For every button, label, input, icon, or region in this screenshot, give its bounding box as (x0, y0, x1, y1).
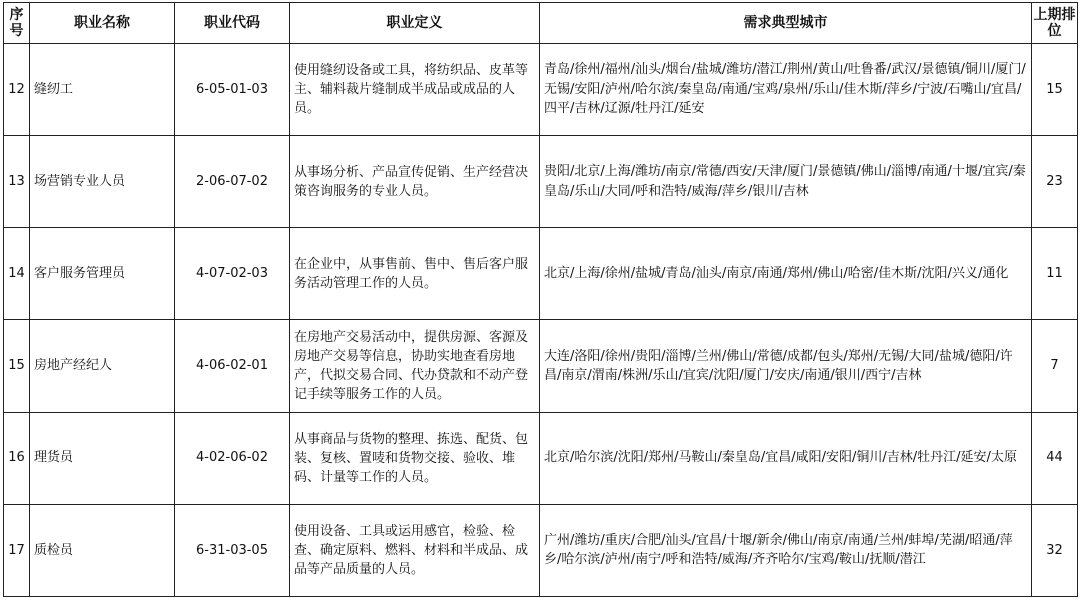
previous-rank: 15 (1032, 44, 1078, 136)
row-number: 15 (4, 320, 30, 412)
header-name: 职业名称 (30, 3, 175, 44)
row-number: 13 (4, 136, 30, 228)
occupation-code: 6-05-01-03 (175, 44, 290, 136)
header-definition: 职业定义 (290, 3, 540, 44)
occupation-definition: 使用设备、工具或运用感官，检验、检查、确定原料、燃料、材料和半成品、成品等产品质量的人员。 (290, 504, 540, 596)
occupation-code: 4-02-06-02 (175, 412, 290, 504)
occupation-definition: 从事商品与货物的整理、拣选、配货、包装、复核、置唛和货物交接、验收、堆码、计量等工作的人员。 (290, 412, 540, 504)
table-row (4, 136, 1078, 228)
header-no: 序号 (4, 3, 30, 44)
occupation-demand-table (3, 2, 1078, 597)
occupation-code: 4-06-02-01 (175, 320, 290, 412)
table-row (4, 320, 1078, 412)
occupation-definition: 从事场分析、产品宣传促销、生产经营决策咨询服务的专业人员。 (290, 136, 540, 228)
occupation-name: 房地产经纪人 (30, 320, 175, 412)
demand-cities: 青岛/徐州/福州/汕头/烟台/盐城/潍坊/潜江/荆州/黄山/吐鲁番/武汉/景德镇/铜川/厦门/无锡/安阳/泸州/哈尔滨/秦皇岛/南通/宝鸡/泉州/乐山/佳木斯/萍乡/宁波/石嘴山/宜昌/四平/吉林/辽源/牡丹江/延安 (540, 44, 1032, 136)
row-number: 12 (4, 44, 30, 136)
occupation-code: 4-07-02-03 (175, 228, 290, 320)
header-code: 职业代码 (175, 3, 290, 44)
header-rank: 上期排位 (1032, 3, 1078, 44)
occupation-name: 缝纫工 (30, 44, 175, 136)
previous-rank: 11 (1032, 228, 1078, 320)
row-number: 17 (4, 504, 30, 596)
occupation-code: 2-06-07-02 (175, 136, 290, 228)
table-row (4, 44, 1078, 136)
table-row (4, 504, 1078, 596)
previous-rank: 44 (1032, 412, 1078, 504)
occupation-name: 质检员 (30, 504, 175, 596)
occupation-definition: 在企业中，从事售前、售中、售后客户服务活动管理工作的人员。 (290, 228, 540, 320)
occupation-code: 6-31-03-05 (175, 504, 290, 596)
demand-cities: 北京/哈尔滨/沈阳/郑州/马鞍山/秦皇岛/宜昌/咸阳/安阳/铜川/吉林/牡丹江/延安/太原 (540, 412, 1032, 504)
occupation-name: 场营销专业人员 (30, 136, 175, 228)
previous-rank: 7 (1032, 320, 1078, 412)
occupation-definition: 在房地产交易活动中，提供房源、客源及房地产交易等信息，协助实地查看房地产，代拟交易合同、代办贷款和不动产登记手续等服务工作的人员。 (290, 320, 540, 412)
row-number: 14 (4, 228, 30, 320)
table-header-row (4, 3, 1078, 44)
previous-rank: 32 (1032, 504, 1078, 596)
demand-cities: 广州/潍坊/重庆/合肥/汕头/宜昌/十堰/新余/佛山/南京/南通/兰州/蚌埠/芜湖/昭通/萍乡/哈尔滨/泸州/南宁/呼和浩特/威海/齐齐哈尔/宝鸡/鞍山/抚顺/潜江 (540, 504, 1032, 596)
previous-rank: 23 (1032, 136, 1078, 228)
occupation-table-wrapper (3, 2, 1077, 597)
demand-cities: 贵阳/北京/上海/潍坊/南京/常德/西安/天津/厦门/景德镇/佛山/淄博/南通/十堰/宜宾/秦皇岛/乐山/大同/呼和浩特/威海/萍乡/银川/吉林 (540, 136, 1032, 228)
demand-cities: 北京/上海/徐州/盐城/青岛/汕头/南京/南通/郑州/佛山/哈密/佳木斯/沈阳/兴义/通化 (540, 228, 1032, 320)
table-row (4, 228, 1078, 320)
occupation-name: 客户服务管理员 (30, 228, 175, 320)
header-cities: 需求典型城市 (540, 3, 1032, 44)
occupation-definition: 使用缝纫设备或工具，将纺织品、皮革等主、辅料裁片缝制成半成品或成品的人员。 (290, 44, 540, 136)
demand-cities: 大连/洛阳/徐州/贵阳/淄博/兰州/佛山/常德/成都/包头/郑州/无锡/大同/盐城/德阳/许昌/南京/渭南/株洲/乐山/宜宾/沈阳/厦门/安庆/南通/银川/西宁/吉林 (540, 320, 1032, 412)
table-row (4, 412, 1078, 504)
row-number: 16 (4, 412, 30, 504)
occupation-name: 理货员 (30, 412, 175, 504)
